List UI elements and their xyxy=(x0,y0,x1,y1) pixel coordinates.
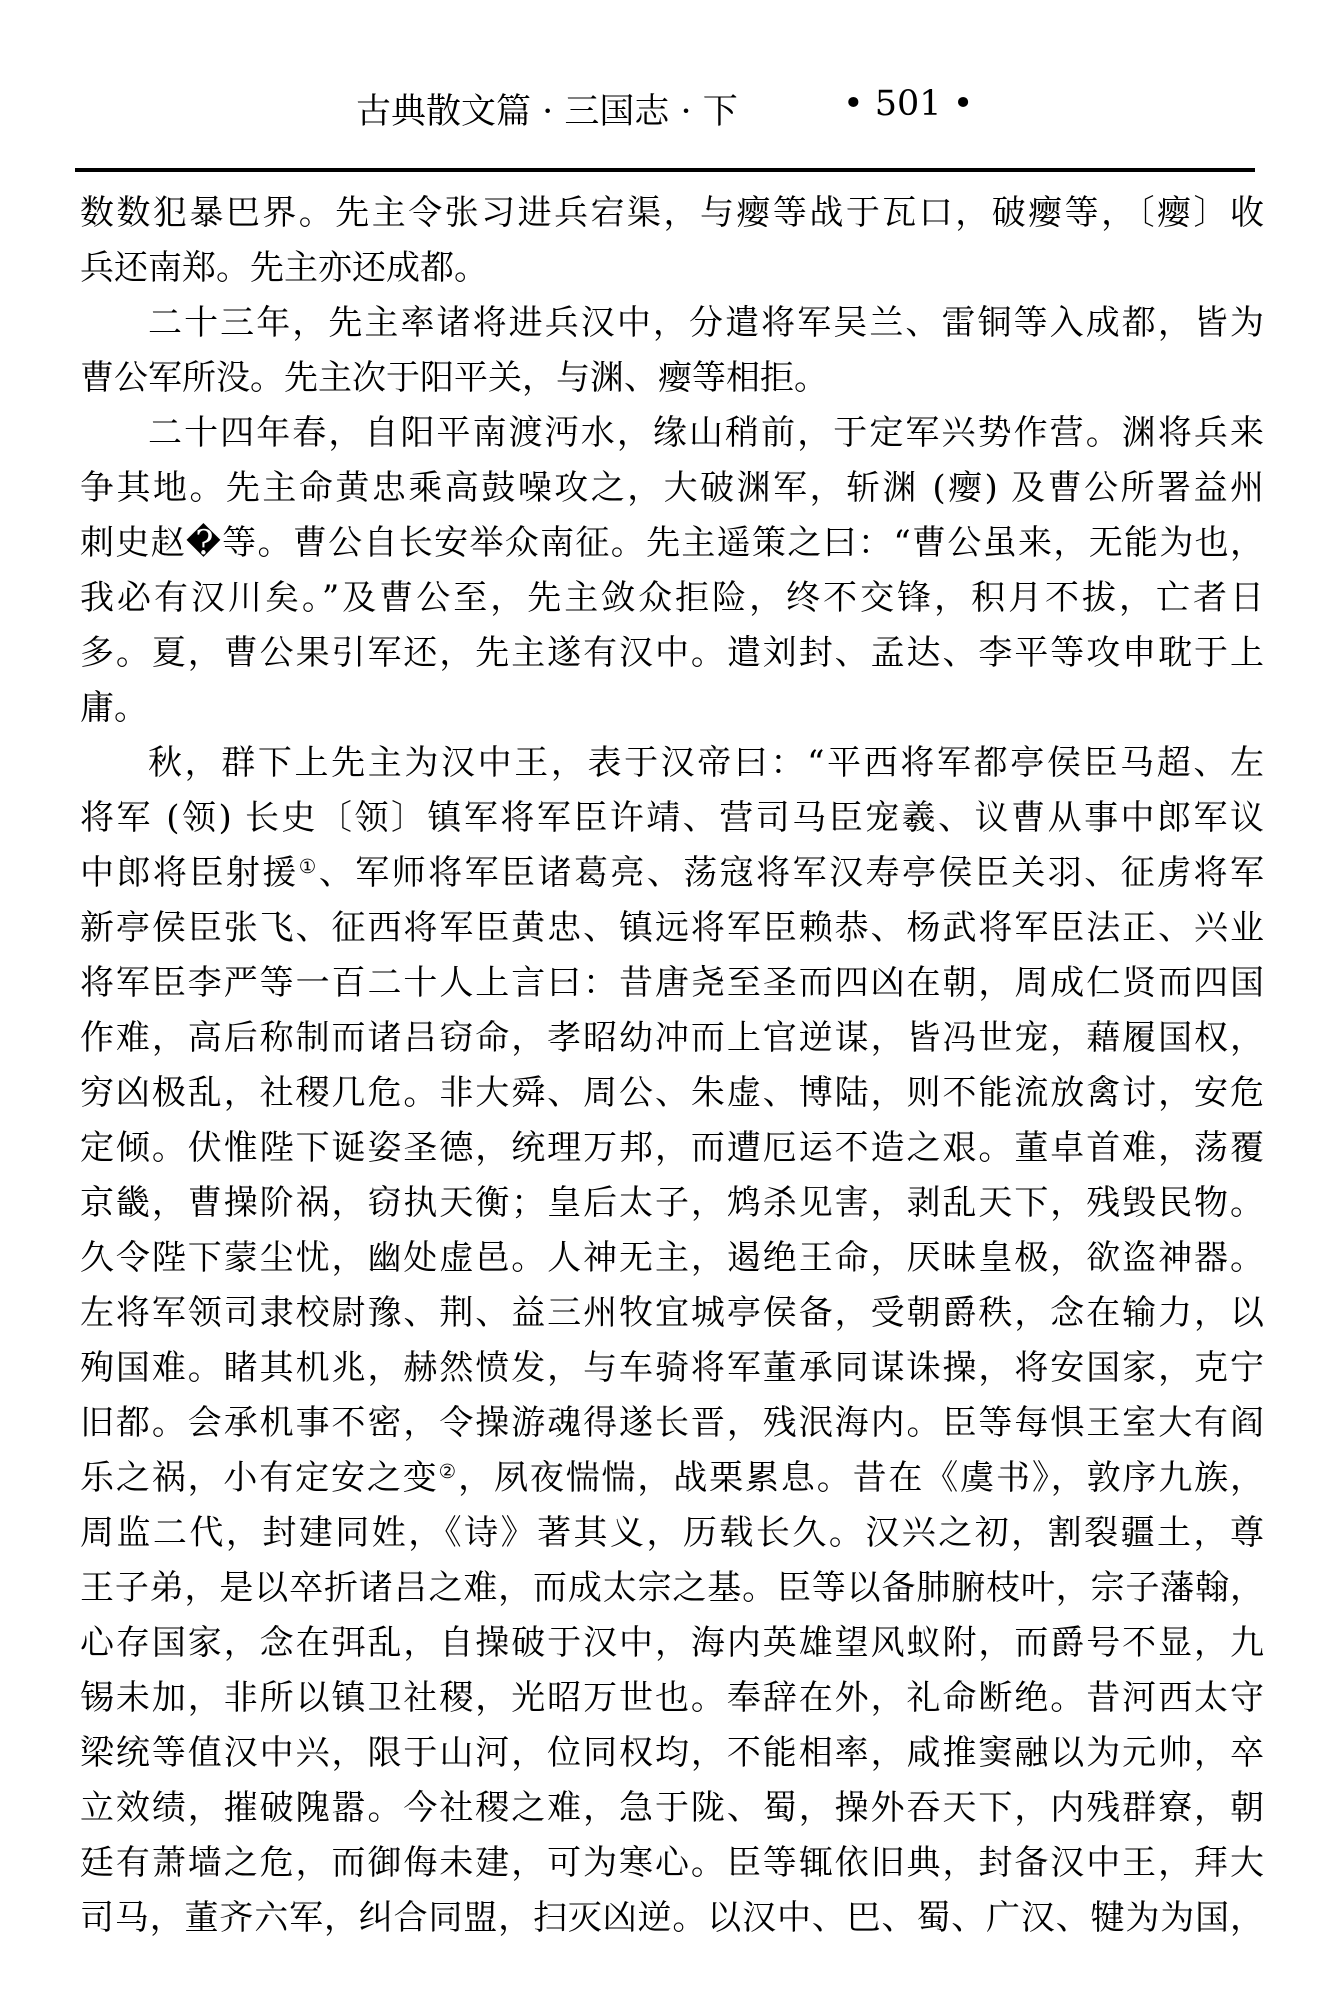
page-header-title: 古典散文篇 · 三国志 · 下 xyxy=(356,92,738,132)
text-line: 庸。 xyxy=(80,688,148,728)
text-line: 兵还南郑。先主亦还成都。 xyxy=(80,248,488,288)
page-number: • 501 • xyxy=(843,84,974,124)
header-rule xyxy=(75,168,1255,172)
text-line: 王子弟，是以卒折诸吕之难，而成太宗之基。臣等以备肺腑枝叶，宗子藩翰， xyxy=(80,1568,1264,1608)
text-line: 旧都。会承机事不密，令操游魂得遂长晋，残泯海内。臣等每惧王室大有阎 xyxy=(80,1403,1264,1443)
text-line: 司马，董齐六军，纠合同盟，扫灭凶逆。以汉中、巴、蜀、广汉、犍为为国， xyxy=(80,1898,1264,1938)
text-line: 二十四年春，自阳平南渡沔水，缘山稍前，于定军兴势作营。渊将兵来 xyxy=(148,413,1264,453)
text-line: 定倾。伏惟陛下诞姿圣德，统理万邦，而遭厄运不造之艰。董卓首难，荡覆 xyxy=(80,1128,1264,1168)
footnote-marker-1: ① xyxy=(298,855,319,879)
text-line: 廷有萧墙之危，而御侮未建，可为寒心。臣等辄依旧典，封备汉中王，拜大 xyxy=(80,1843,1264,1883)
text-line xyxy=(80,1451,1264,1506)
text-segment: ，夙夜惴惴，战栗累息。昔在《虞书》，敦序九族， xyxy=(458,1458,1264,1498)
text-line: 多。夏，曹公果引军还，先主遂有汉中。遣刘封、孟达、李平等攻申耽于上 xyxy=(80,633,1264,673)
text-segment: 、军师将军臣诸葛亮、荡寇将军汉寿亭侯臣关羽、征虏将军 xyxy=(318,853,1264,893)
text-line: 锡未加，非所以镇卫社稷，光昭万世也。奉辞在外，礼命断绝。昔河西太守 xyxy=(80,1678,1264,1718)
text-segment: 乐之祸，小有定安之变 xyxy=(80,1458,439,1498)
text-line: 穷凶极乱，社稷几危。非大舜、周公、朱虚、博陆，则不能流放禽讨，安危 xyxy=(80,1073,1264,1113)
text-line: 殉国难。睹其机兆，赫然愤发，与车骑将军董承同谋诛操，将安国家，克宁 xyxy=(80,1348,1264,1388)
text-line: 曹公军所没。先主次于阳平关，与渊、瘿等相拒。 xyxy=(80,358,828,398)
text-line: 秋，群下上先主为汉中王，表于汉帝曰：“平西将军都亭侯臣马超、左 xyxy=(148,743,1264,783)
text-line: 将军臣李严等一百二十人上言曰：昔唐尧至圣而四凶在朝，周成仁贤而四国 xyxy=(80,963,1264,1003)
text-line: 争其地。先主命黄忠乘高鼓噪攻之，大破渊军，斩渊 (瘿) 及曹公所署益州 xyxy=(80,468,1264,508)
text-line: 我必有汉川矣。”及曹公至，先主敛众拒险，终不交锋，积月不拔，亡者日 xyxy=(80,578,1264,618)
text-line: 刺史赵�等。曹公自长安举众南征。先主遥策之曰：“曹公虽来，无能为也， xyxy=(80,523,1264,563)
text-line: 周监二代，封建同姓，《诗》著其义，历载长久。汉兴之初，割裂疆土，尊 xyxy=(80,1513,1264,1553)
text-line: 梁统等值汉中兴，限于山河，位同权均，不能相率，咸推窦融以为元帅，卒 xyxy=(80,1733,1264,1773)
text-line: 心存国家，念在弭乱，自操破于汉中，海内英雄望风蚁附，而爵号不显，九 xyxy=(80,1623,1264,1663)
text-line: 左将军领司隶校尉豫、荆、益三州牧宜城亭侯备，受朝爵秩，念在输力，以 xyxy=(80,1293,1264,1333)
text-line: 京畿，曹操阶祸，窃执天衡；皇后太子，鸩杀见害，剥乱天下，残毁民物。 xyxy=(80,1183,1264,1223)
text-line: 作难，高后称制而诸吕窃命，孝昭幼冲而上官逆谋，皆冯世宠，藉履国权， xyxy=(80,1018,1264,1058)
text-line: 将军 (领) 长史〔领〕镇军将军臣许靖、营司马臣宠羲、议曹从事中郎军议 xyxy=(80,798,1264,838)
footnote-marker-2: ② xyxy=(438,1460,459,1484)
page-body xyxy=(80,186,1264,1946)
text-line xyxy=(80,846,1264,901)
text-line: 二十三年，先主率诸将进兵汉中，分遣将军吴兰、雷铜等入成都，皆为 xyxy=(148,303,1264,343)
text-line: 新亭侯臣张飞、征西将军臣黄忠、镇远将军臣赖恭、杨武将军臣法正、兴业 xyxy=(80,908,1264,948)
text-line: 久令陛下蒙尘忧，幽处虚邑。人神无主，遏绝王命，厌昧皇极，欲盗神器。 xyxy=(80,1238,1264,1278)
text-segment: 中郎将臣射援 xyxy=(80,853,299,893)
text-line: 数数犯暴巴界。先主令张习进兵宕渠，与瘿等战于瓦口，破瘿等，〔瘿〕收 xyxy=(80,193,1264,233)
text-line: 立效绩，摧破隗嚣。今社稷之难，急于陇、蜀，操外吞天下，内残群寮，朝 xyxy=(80,1788,1264,1828)
